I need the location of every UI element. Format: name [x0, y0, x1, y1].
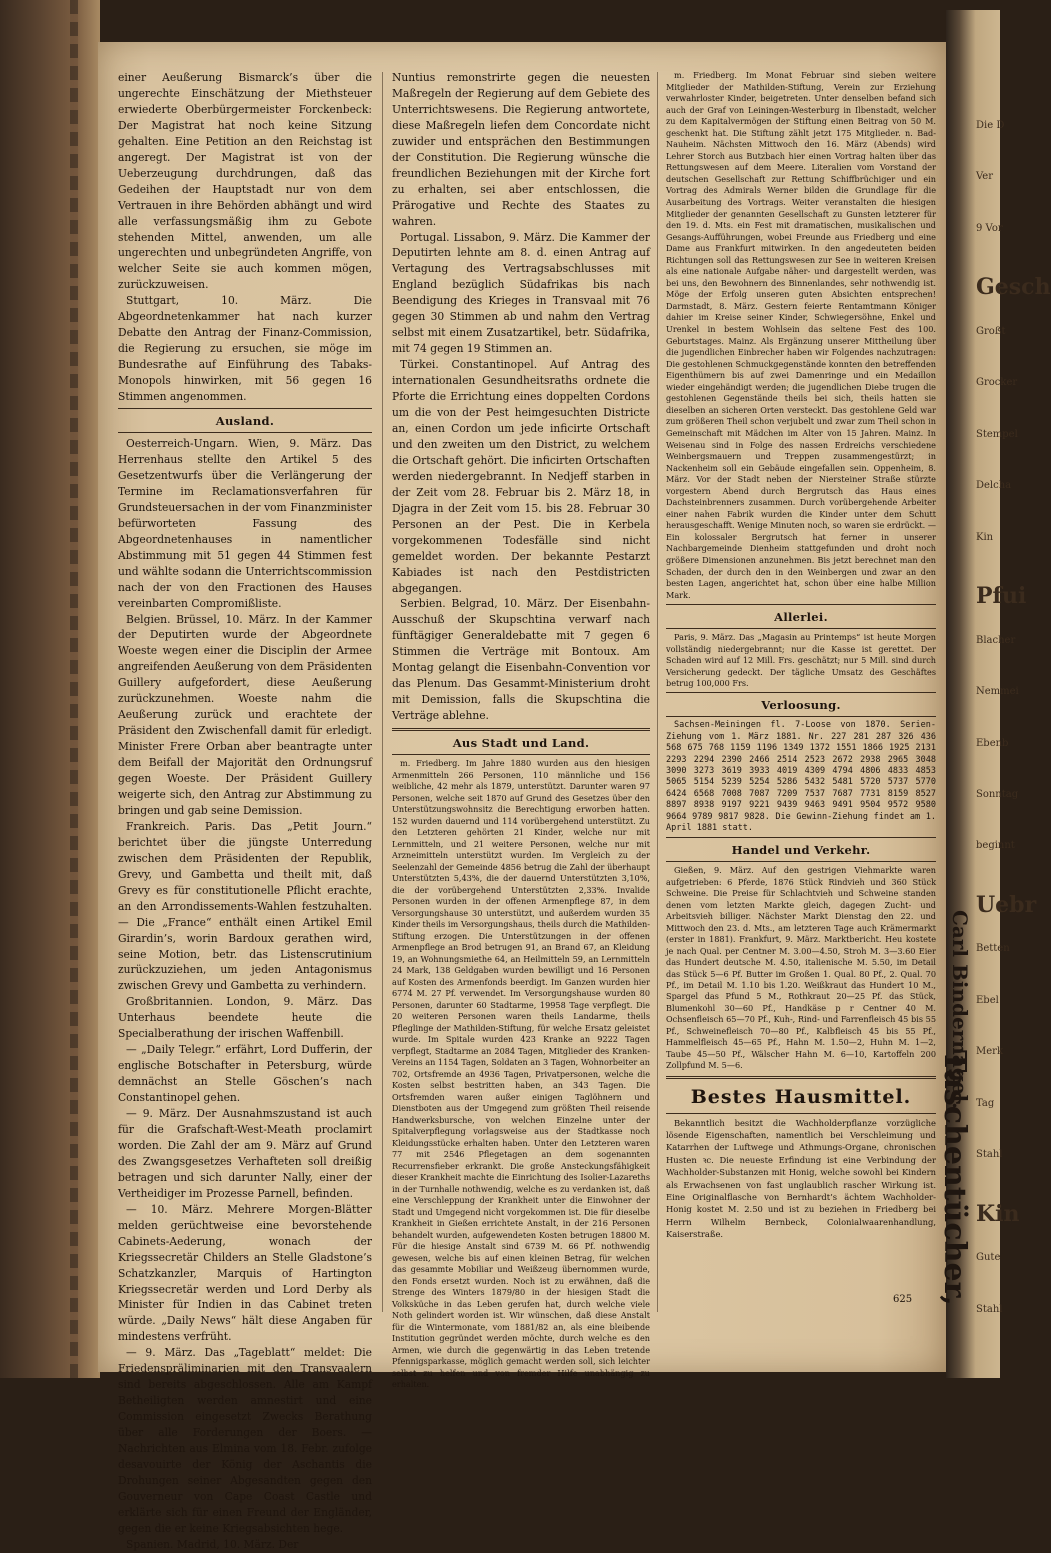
- local-news-text: m. Friedberg. Im Jahre 1880 wurden aus den hiesigen Armenmitteln 266 Personen, 110 männliche und 156 weibliche, 42 mehr als 1879, unterstützt. Darunter waren 97 Personen, welche seit 1870 auf Grund des Gesetzes über den Unterstützungswohnsitz die Berechtigung erworben hatten. 152 wurden dauernd und 114 vorübergehend unterstützt. Zu den Letzteren gehörten 21 Kinder, welche nur mit Lernmitteln, und 21 weitere Personen, welche nur mit Arzneimitteln unterstützt wurden. Im Vergleich zu der Seelenzahl der Gemeinde 4856 betrug die Zahl der überhaupt Unterstützten 5,43%, die der dauernd Unterstützten 3,10%, die der vorübergehend Unterstützten 2,33%. Invalide Personen wurden in der offenen Armenpflege 87, in dem Versorgungshause 30 unterstützt, und außerdem wurden 35 Kinder theils im Versorgungshaus, theils durch die Mathilden-Stiftung erzogen. Die Unterstützungen in der offenen Armenpflege an Brod betrugen 91, an Brand 67, an Kleidung 19, an Wohnungsmiethe 64, an Heilmitteln 59, an Lernmitteln 24 Mark, 138 Geldgaben wurden bewilligt und 16 Personen auf Kosten des Armenfonds beerdigt. Im Ganzen wurden hier 6774 M. 27 Pf. verwendet. Im Versorgungshause wurden 80 Personen, darunter 60 Stadtarme, 19958 Tage verpflegt. Die 20 weiteren Personen waren theils Landarme, theils Pfleglinge der Mathilden-Stiftung, für welche Ersatz geleistet wurde. Im Spitale wurden 423 Kranke an 9222 Tagen verpflegt, Stadtarme an 2084 Tagen, Mitglieder des Kranken-Vereins an 1154 Tagen, Soldaten an 3 Tagen, Wohnorbeiter an 702, Ortsfremde an 4936 Tagen, Privatpersonen, welche die Kosten selbst bestritten haben, an 343 Tagen. Die Ortsfremden waren außer einigen Taglöhnern und Dienstboten aus der Umgegend zum größten Theil reisende Handwerksbursche, von welchen Einzelne unter der Spitalverpflegung vorlagsweise aus der Stadtkasse noch Kleidungsstücke erhalten haben. Unter den Letzteren waren 77 mit 2546 Pflegetagen an dem sogenannten Recurrensfieber erkrankt. Die große Ansteckungsfähigkeit dieser Krankheit machte die Einrichtung des Isolier-Lazareths in der Turnhalle nothwendig, welche es zu verdanken ist, daß eine Verschleppung der Krankheit unter die Einwohner der Stadt und Umgegend nicht vorgekommen ist. Die für dieselbe Krankheit in Gießen errichtete Anstalt, in der 216 Personen behandelt wurden, aufgewendeten Kosten betrugen 18800 M. Für die hiesige Anstalt sind 6739 M. 66 Pf. nothwendig gewesen, welche bis auf einen kleinen Betrag, für welchen das gesammte Mobiliar und Weißzeug übernommen wurde, den Fonds ersetzt wurden. Noch ist zu erwähnen, daß die Strenge des Winters 1879/80 in der hiesigen Stadt die Volksküche in das Leben gerufen hat, durch welche viele Noth gelindert worden ist. Wir wünschen, daß diese Anstalt für die Wintermonate, vom 1881/82 an, als eine bleibende Institution gegründet werden möchte, durch welche es den Armen, wie durch die gegenwärtig in das Leben tretende Pfennigsparkasse, möglich gemacht werden soll, sich leichter selbst zu helfen und von fremder Hilfe unabhängig zu erhalten.: [392, 758, 650, 1390]
- page-number: 625: [893, 1294, 913, 1305]
- column-1: [118, 70, 372, 1553]
- section-heading-ausland: Ausland.: [215, 414, 275, 429]
- adjacent-page-fragment: Ver: [976, 171, 994, 182]
- article-paragraph: — „Daily Telegr.“ erfährt, Lord Dufferin, der englische Botschafter in Petersburg, würde demnächst an Stelle Göschen’s nach Constantinopel gehen.: [118, 1043, 372, 1105]
- section-rule: [118, 408, 372, 409]
- section-rule: [392, 728, 650, 731]
- adjacent-page-fragment: Uebr: [976, 892, 1037, 918]
- adjacent-page-fragment: Betten: [976, 943, 1010, 954]
- adjacent-page-fragment: Gesch: [976, 274, 1051, 300]
- article-paragraph: Großbritannien. London, 9. März. Das Unterhaus beendete heute die Specialberathung der irischen Waffenbill.: [118, 995, 372, 1041]
- column-3: [666, 70, 936, 1241]
- section-rule: [118, 432, 372, 433]
- adjacent-page-fragment: Stempel: [976, 429, 1018, 440]
- adjacent-page-fragment: Nemmei: [976, 686, 1019, 697]
- local-news-continued: m. Friedberg. Im Monat Februar sind sieben weitere Mitglieder der Mathilden-Stiftung, Verein zur Erziehung verwahrloster Kinder, beigetreten. Unter denselben befand sich auch der Graf von Leiningen-Westerburg in Ilbenstadt, welcher zu dem Kapitalvermögen der Stiftung einen Beitrag von 50 M. geschenkt hat. Die Stiftung zählt jetzt 175 Mitglieder. n. Bad-Nauheim. Nächsten Mittwoch den 16. März (Abends) wird Lehrer Storch aus Butzbach hier einen Vortrag halten über das Rettungswesen auf dem Meere. Literalien vom Vorstand der deutschen Gesellschaft zur Rettung Schiffbrüchiger und ein Vortrag des Admirals Werner bilden die Grundlage für die Ausarbeitung des Vortrags. Weiter veranstalten die hiesigen Mitglieder der genannten Gesellschaft zu Gunsten letzterer für den 19. d. Mts. ein Fest mit dramatischen, musikalischen und Gesangs-Aufführungen, wobei Freunde aus Friedberg und eine Dame aus Frankfurt mitwirken. In den angedeuteten beiden Richtungen soll das Rettungswesen zur See in weiteren Kreisen als eine nationale Aufgabe näher- und dargestellt werden, was bei uns, den Bewohnern des Binnenlandes, sehr nothwendig ist. Möge der Erfolg unseren guten Absichten entsprechen! Darmstadt, 8. März. Gestern feierte Rentamtmann Königer dahier im Kreise seiner Kinder, Schwiegersöhne, Enkel und Urenkel in bestem Wohlsein das seltene Fest des 100. Geburtstages. Mainz. Als Ergänzung unserer Mittheilung über die jugendlichen Einbrecher haben wir Folgendes nachzutragen: Die gestohlenen Schmuckgegenstände konnten den betreffenden Eigenthümern bis auf zwei Damenringe und ein Medaillon wieder eingehändigt werden; die jugendlichen Diebe trugen die gestohlenen Gegenstände theils bei sich, theils hatten sie dieselben an sicheren Orten versteckt. Das gestohlene Geld war zum größeren Theil schon verjubelt und zwar zum Theil schon in Gemeinschaft mit Mädchen im Alter von 15 Jahren. Mainz. In Weisenau sind in Folge des nassen Erdreichs verschiedene Weinbergsmauern und Treppen zusammengestürzt; in Nackenheim soll ein Gebäude eingefallen sein. Oppenheim, 8. März. Vor der Stadt neben der Niersteiner Straße stürzte vorgestern Abend durch Bergrutsch das Haus eines Dachsteinbrenners zusammen. Durch vorübergehende Arbeiter einer nahen Fabrik wurden die Kinder unter dem Schutt herausgeschafft. Wenige Minuten noch, so waren sie erdrückt. — Ein kolossaler Bergrutsch hat ferner in unserer Nachbargemeinde Dienheim stattgefunden und droht noch größere Dimensionen anzunehmen. Bis jetzt berechnet man den Schaden, der durch den in den Weinbergen und zwar an den besten Lagen, angerichtet hat, schon über eine halbe Million Mark.: [666, 70, 936, 600]
- section-heading-verloosung: Verloosung.: [761, 698, 841, 713]
- column-divider-1: [382, 72, 383, 1312]
- adjacent-page-fragment: Grocker: [976, 377, 1018, 388]
- market-report-text: Gießen, 9. März. Auf den gestrigen Viehmarkte waren aufgetrieben: 6 Pferde, 1876 Stück Rindvieh und 360 Stück Schweine. Die Preise für Schlachtvieh und Schweine standen denen vom letzten Markte gleich, dagegen Zucht- und Arbeitsvieh billiger. Nächster Markt Dienstag den 22. und Mittwoch den 23. d. Mts., am letzteren Tage auch Krämermarkt (erster in 1881). Frankfurt, 9. März. Marktbericht. Heu kostete je nach Qual. per Centner M. 3.00—4.50, Stroh M. 3—3.60 Eier das Hundert deutsche M. 4.50, italienische M. 5.50, im Detail das Stück 5—6 Pf. Butter im Großen 1. Qual. 80 Pf., 2. Qual. 70 Pf., im Detail M. 1.10 bis 1.20. Weißkraut das Hundert 10 M., Spargel das Pfund 5 M., Rothkraut 20—25 Pf. das Stück, Blumenkohl 30—60 Pf., Handkäse p r Centner 40 M. Ochsenfleisch 65—70 Pf., Kuh-, Rind- und Farrenfleisch 45 bis 55 Pf., Schweinefleisch 70—80 Pf., Kalbfleisch 45 bis 55 Pf., Hammelfleisch 45—65 Pf., Hahn M. 1.50—2, Huhn M. 1—2, Taube 45—50 Pf., Wälscher Hahn M. 6—10, Kartoffeln 200 Zollpfund M. 5—6.: [666, 865, 936, 1071]
- adjacent-page-fragment: Delcha: [976, 480, 1012, 491]
- binding-stitching: [70, 0, 78, 1378]
- adjacent-page-fragment: 9 Vor: [976, 223, 1003, 234]
- book-binding: [0, 0, 100, 1378]
- adjacent-page-vertical-text-2: Taschentücher,: [937, 1050, 972, 1306]
- article-paragraph: Serbien. Belgrad, 10. März. Der Eisenbahn-Ausschuß der Skupschtina verwarf nach fünftägiger Generaldebatte mit 7 gegen 6 Stimmen die Verträge mit Bontoux. Am Montag gelangt die Eisenbahn-Convention vor das Plenum. Das Gesammt-Ministerium droht mit Demission, falls die Skupschtina die Verträge ablehne.: [392, 597, 650, 723]
- article-paragraph: Nuntius remonstrirte gegen die neuesten Maßregeln der Regierung auf dem Gebiete des Unterrichtswesens. Die Regierung antwortete, diese Maßregeln liefen dem Concordate nicht zuwider und entsprächen den Bestimmungen der Constitution. Die Regierung wünsche die freundlichen Beziehungen mit der Kirche fort zu erhalten, sei aber entschlossen, die Prärogative und Rechte des Staates zu wahren.: [392, 71, 650, 228]
- article-paragraph: — 9. März. Das „Tageblatt“ meldet: Die Friedenspräliminarien mit den Transvaalern sind bereits abgeschlossen. Alle am Kampf Betheiligten werden amnestirt und eine Commission eingesetzt Zwecks Berathung über alle Forderungen der Boers. — Nachrichten aus Elmina vom 18. Febr. zufolge desavouirte der König der Aschantis die Drohungen seiner Abgesandten gegen den Gouverneur von Cape Coast Castle und erklärte sich für einen Freund der Engländer, gegen die er keine Kriegsabsichten hege.: [118, 1346, 372, 1535]
- adjacent-page-fragment: beginnt: [976, 840, 1015, 851]
- adjacent-page-fragment: Pfui: [976, 583, 1027, 609]
- column-2: [392, 70, 650, 1391]
- section-rule: [666, 861, 936, 862]
- adjacent-page-fragment: Kin: [976, 1201, 1020, 1227]
- advert-text: Bekanntlich besitzt die Wachholderpflanze vorzügliche lösende Eigenschaften, namentlich bei Verschleimung und Katarrhen der Luftwege und Athmungs-Organe, chronischen Husten ꝛc. Die neueste Erfindung ist eine Verbindung der Wachholder-Substanzen mit Honig, welche sowohl bei Kindern als Erwachsenen von fast unglaublich rascher Wirkung ist. Eine Originalflasche von Bernhardt’s ächtem Wachholder-Honig kostet M. 2.50 und ist zu beziehen in Friedberg bei Herrn Wilhelm Bernbeck, Colonialwaarenhandlung, Kaiserstraße.: [666, 1117, 936, 1240]
- section-rule: [666, 716, 936, 717]
- article-paragraph: Portugal. Lissabon, 9. März. Die Kammer der Deputirten lehnte am 8. d. einen Antrag auf Vertagung des Vertragsabschlusses mit England bezüglich Südafrikas bis nach Beendigung des Krieges in Transvaal mit 76 gegen 30 Stimmen ab und nahm den Vertrag selbst mit einem Zusatzartikel, betr. Südafrika, mit 74 gegen 19 Stimmen an.: [392, 230, 650, 356]
- advert-heading-bestes-hausmittel: Bestes Hausmittel.: [690, 1085, 912, 1108]
- adjacent-page-fragment: Ebenb: [976, 738, 1009, 749]
- adjacent-page-fragment: Merk: [976, 1046, 1003, 1057]
- section-rule: [666, 837, 936, 838]
- adjacent-page-fragment: Stahl: [976, 1304, 1003, 1315]
- article-paragraph: Stuttgart, 10. März. Die Abgeordnetenkammer hat nach kurzer Debatte den Antrag der Finanz-Commission, die Regierung zu ersuchen, sie möge im Bundesrathe auf Einführung des Tabaks-Monopols hinwirken, mit 56 gegen 16 Stimmen angenommen.: [118, 294, 372, 404]
- section-rule: [666, 692, 936, 693]
- adjacent-page-fragment: Großt: [976, 326, 1006, 337]
- section-rule: [392, 754, 650, 755]
- section-heading-allerlei: Allerlei.: [774, 610, 828, 625]
- article-paragraph: einer Aeußerung Bismarck’s über die ungerechte Einschätzung der Miethsteuer erwiederte Oberbürgermeister Forckenbeck: Der Magistrat hat noch keine Sitzung gehalten. Eine Petition an den Reichstag ist angeregt. Der Magistrat ist von der Ueberzeugung durchdrungen, daß das Gedeihen der Hauptstadt nur von dem Vertrauen in ihre Behörden abhängt und wird alle verfassungsmäßig ihm zu Gebote stehenden Mittel, anwenden, um alle ungerechten und unbegründeten Angriffe, von welcher Seite sie auch kommen mögen, zurückzuweisen.: [118, 71, 372, 292]
- adjacent-page-fragment: Kin: [976, 532, 994, 543]
- adjacent-page-vertical-text-1: Carl Bindernagel.: [948, 910, 972, 1110]
- allerlei-text: Paris, 9. März. Das „Magasin au Printemps“ ist heute Morgen vollständig niedergebrannt; nur die Kasse ist gerettet. Der Schaden wird auf 12 Mill. Frs. geschätzt; nur 5 Mill. sind durch Versicherung gedeckt. Der tägliche Umsatz des Geschäftes betrug 100,000 Frs.: [666, 632, 936, 688]
- section-rule: [666, 628, 936, 629]
- adjacent-page-fragment: Blacher: [976, 635, 1016, 646]
- column-divider-2: [657, 72, 658, 1312]
- section-rule: [666, 604, 936, 605]
- adjacent-page-edge: [937, 10, 1051, 1378]
- article-paragraph: Spanien. Madrid, 10. März. Der: [126, 1537, 299, 1551]
- article-paragraph: Oesterreich-Ungarn. Wien, 9. März. Das Herrenhaus stellte den Artikel 5 des Gesetzentwurfs über die Verlängerung der Termine im Reclamationsverfahren für Grundsteuersachen in der vom Finanzminister befürworteten Fassung des Abgeordnetenhauses in namentlicher Abstimmung mit 51 gegen 44 Stimmen fest und wählte sodann die Unterrichtscommission nach der von den Fractionen des Hauses vereinbarten Compromißliste.: [118, 437, 372, 610]
- article-paragraph: — 10. März. Mehrere Morgen-Blätter melden gerüchtweise eine bevorstehende Cabinets-Aederung, wonach der Kriegssecretär Childers an Stelle Gladstone’s Schatzkanzler, Marquis of Hartington Kriegssecretär werden und Lord Derby als Minister für Indien in das Cabinet treten würde. „Daily News“ hält diese Angaben für mindestens verfrüht.: [118, 1202, 372, 1344]
- article-paragraph: — 9. März. Der Ausnahmszustand ist auch für die Grafschaft-West-Meath proclamirt worden. Die Zahl der am 9. März auf Grund des Zwangsgesetzes Verhafteten soll dreißig betragen und sich darunter Nally, einer der Vertheidiger im Prozesse Parnell, befinden.: [118, 1107, 372, 1200]
- article-paragraph: Frankreich. Paris. Das „Petit Journ.“ berichtet über die jüngste Unterredung zwischen dem Präsidenten der Republik, Grevy, und Gambetta und theilt mit, daß Grevy es für constitutionelle Pflicht erachte, an den Arrondissements-Wahlen festzuhalten. — Die „France“ enthält einen Artikel Emil Girardin’s, worin Bardoux gerathen wird, seine Motion, betr. das Listenscrutinium zurückzuziehen, um jeden Antagonismus zwischen Grevy und Gambetta zu verhindern.: [118, 819, 372, 993]
- section-rule: [666, 1076, 936, 1079]
- adjacent-page-fragment: Ebel: [976, 995, 999, 1006]
- adjacent-page-fragment: Stahl: [976, 1149, 1003, 1160]
- lottery-numbers: Sachsen-Meiningen fl. 7-Loose von 1870. Serien-Ziehung vom 1. März 1881. Nr. 227 281 287 326 436 568 675 768 1159 1196 1349 1372 1551 1866 1925 2131 2293 2294 2390 2466 2514 2523 2672 2938 2965 3048 3090 3273 3619 3933 4019 4309 4794 4806 4833 4853 5065 5154 5239 5254 5286 5432 5481 5720 5737 5770 6424 6568 7008 7087 7209 7537 7687 7731 8159 8527 8897 8938 9197 9221 9439 9463 9491 9504 9572 9580 9664 9789 9817 9828. Die Gewinn-Ziehung findet am 1. April 1881 statt.: [666, 720, 936, 834]
- section-heading-stadt-und-land: Aus Stadt und Land.: [452, 736, 590, 751]
- adjacent-page-fragment: Sonntag: [976, 789, 1019, 800]
- article-paragraph: Belgien. Brüssel, 10. März. In der Kammer der Deputirten wurde der Abgeordnete Woeste wegen einer die Disciplin der Armee angreifenden Aeußerung von dem Präsidenten Guillery aufgefordert, diese Aeußerung zurückzunehmen. Woeste nahm die Aeußerung zurück und erachtete der Präsident den Zwischenfall damit für erledigt. Minister Frere Orban aber beantragte unter dem Beifall der Majorität den Ordnungsruf gegen Woeste. Der Präsident Guillery weigerte sich, den Antrag zur Abstimmung zu bringen und gab seine Demission.: [118, 612, 372, 817]
- adjacent-page-fragment: Tag: [976, 1098, 995, 1109]
- adjacent-page-fragment: Gute: [976, 1252, 1001, 1263]
- adjacent-page-fragment: Die D: [976, 120, 1005, 131]
- section-rule: [666, 1113, 936, 1114]
- section-heading-handel: Handel und Verkehr.: [731, 843, 871, 858]
- article-paragraph: Türkei. Constantinopel. Auf Antrag des internationalen Gesundheitsraths ordnete die Pforte die Errichtung eines doppelten Cordons um die von der Pest heimgesuchten Districte an, einen Cordon um jede inficirte Ortschaft und den zweiten um den District, zu welchem die Ortschaft gehört. Die inficirten Ortschaften werden niedergebrannt. In Nedjeff starben in der Zeit vom 28. Februar bis 2. März 18, in Djagra in der Zeit vom 15. bis 28. Februar 30 Personen an der Pest. Die in Kerbela vorgekommenen Todesfälle sind nicht gemeldet worden. Der bekannte Pestarzt Kabiades ist nach den Pestdistricten abgegangen.: [392, 358, 650, 595]
